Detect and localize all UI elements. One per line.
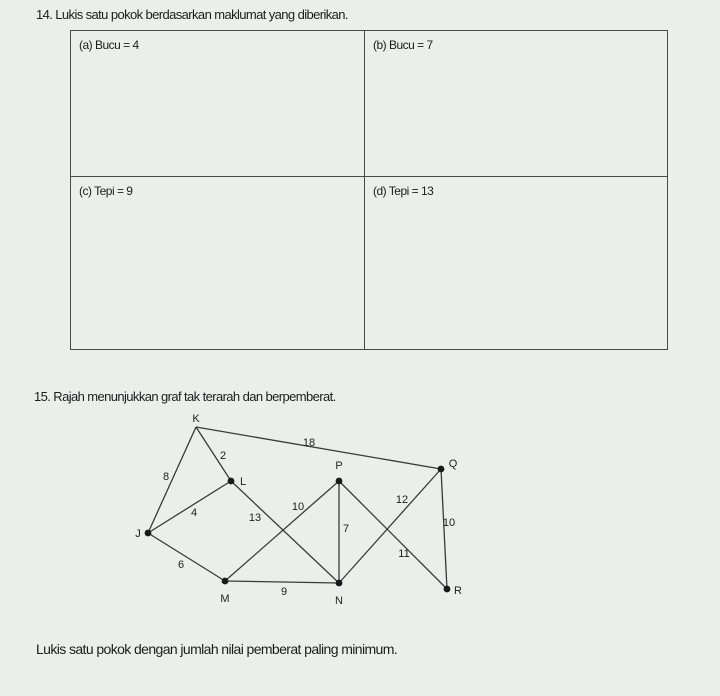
weight-label-l-n: 13 xyxy=(248,512,262,524)
weight-label-k-q: 18 xyxy=(302,437,316,449)
cell-label-a: (a) Bucu = 4 xyxy=(79,38,139,52)
cell-label-d: (d) Tepi = 13 xyxy=(373,184,434,198)
question-14-title: 14. Lukis satu pokok berdasarkan maklumat yang diberikan. xyxy=(36,7,348,22)
edge-q-r xyxy=(441,469,447,589)
answer-cell-c xyxy=(71,177,365,349)
vertex-label-m: M xyxy=(220,593,230,605)
weight-label-j-m: 6 xyxy=(177,559,185,571)
weight-label-q-r: 10 xyxy=(442,517,456,529)
edge-k-q xyxy=(196,427,441,469)
vertex-j-dot xyxy=(145,530,152,537)
vertex-label-j: J xyxy=(135,528,141,540)
vertex-label-r: R xyxy=(454,585,462,597)
vertex-r-dot xyxy=(444,586,451,593)
weight-label-k-l: 2 xyxy=(219,450,227,462)
vertex-l-dot xyxy=(228,478,235,485)
weight-label-l-j: 4 xyxy=(190,507,198,519)
edge-k-j xyxy=(148,427,196,533)
edge-p-r xyxy=(339,481,447,589)
answer-cell-a xyxy=(71,31,365,177)
edge-l-n xyxy=(231,481,339,583)
weight-label-p-m: 10 xyxy=(291,501,305,513)
answer-grid xyxy=(70,30,668,350)
answer-cell-d xyxy=(365,177,667,349)
vertex-label-q: Q xyxy=(448,458,458,470)
vertex-q-dot xyxy=(438,466,445,473)
weight-label-p-r: 11 xyxy=(398,548,410,560)
vertex-label-l: L xyxy=(239,476,247,488)
vertex-n-dot xyxy=(336,580,343,587)
vertex-p-dot xyxy=(336,478,343,485)
weight-label-q-n: 12 xyxy=(395,494,409,506)
weight-label-m-n: 9 xyxy=(280,586,288,598)
vertex-label-p: P xyxy=(335,460,343,472)
vertex-label-n: N xyxy=(335,595,343,607)
edge-q-n xyxy=(339,469,441,583)
cell-label-b: (b) Bucu = 7 xyxy=(373,38,433,52)
question-15-title: 15. Rajah menunjukkan graf tak terarah dan berpemberat. xyxy=(34,389,336,404)
cell-label-c: (c) Tepi = 9 xyxy=(79,184,133,198)
edge-m-n xyxy=(225,581,339,583)
vertex-m-dot xyxy=(222,578,229,585)
weight-label-k-j: 8 xyxy=(162,471,170,483)
answer-cell-b xyxy=(365,31,667,177)
question-15-task: Lukis satu pokok dengan jumlah nilai pemberat paling minimum. xyxy=(36,641,398,657)
weight-label-p-n: 7 xyxy=(342,523,350,535)
edge-j-m xyxy=(148,533,225,581)
weighted-graph-diagram xyxy=(0,405,720,610)
vertex-label-k: K xyxy=(192,413,200,425)
